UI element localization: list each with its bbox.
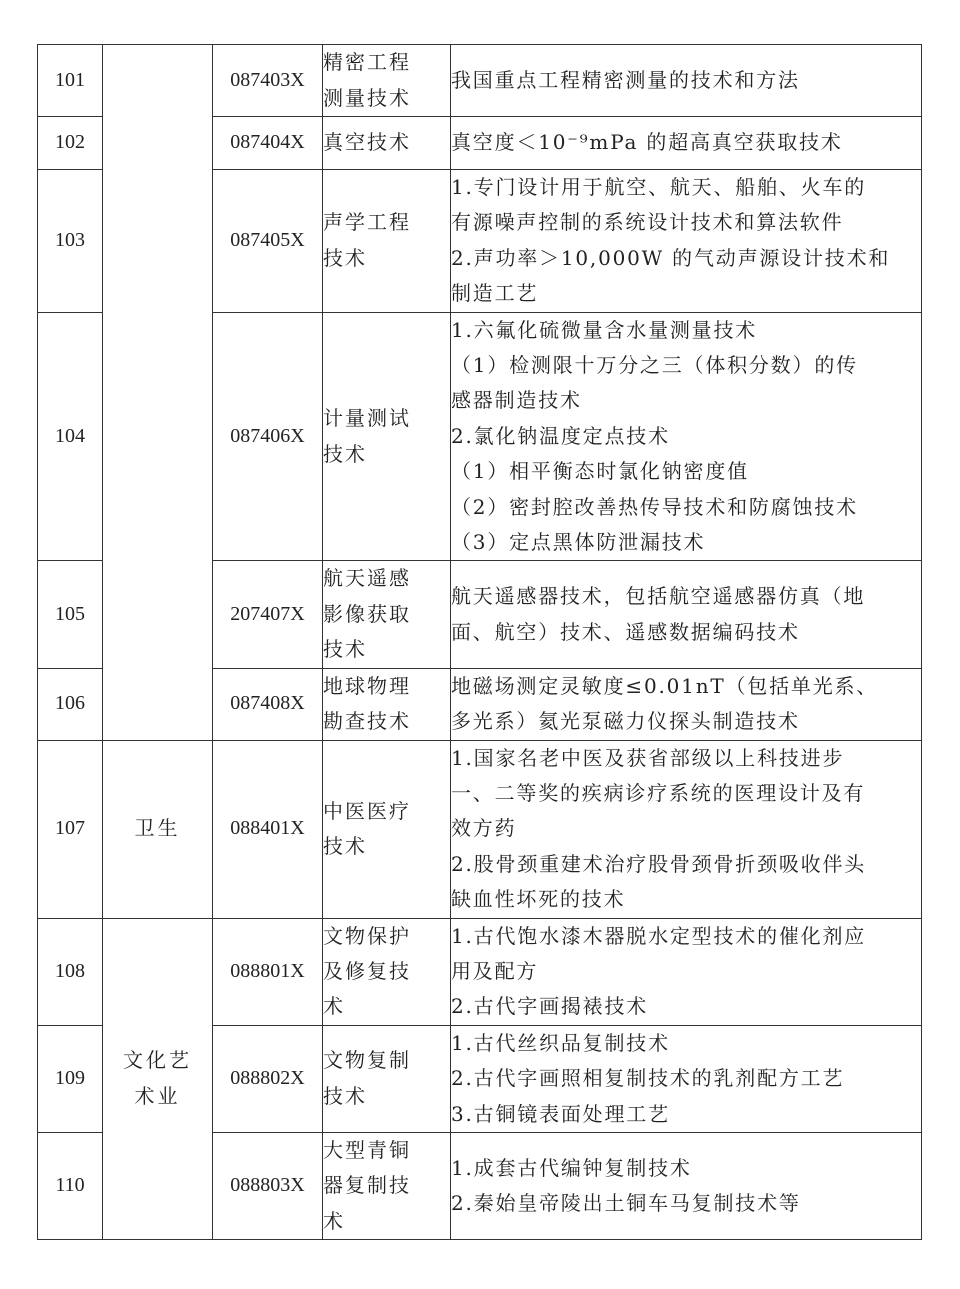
name-line: 技术 [323,637,367,662]
desc-line: 2.声功率＞10,000W 的气动声源设计技术和 [451,245,891,270]
desc-line: 感器制造技术 [451,388,582,413]
technology-name [323,1025,451,1132]
name-line: 勘查技术 [323,709,411,734]
name-line: 技术 [323,441,367,466]
name-line: 技术 [323,834,367,859]
desc-line: （1）检测限十万分之三（体积分数）的传 [451,353,858,378]
name-line: 影像获取 [323,601,411,626]
desc-line: 1.古代饱水漆木器脱水定型技术的催化剂应 [451,923,867,948]
desc-line: 2.股骨颈重建术治疗股骨颈骨折颈吸收伴头 [451,851,867,876]
technology-name [323,668,451,740]
desc-line: （3）定点黑体防泄漏技术 [451,530,706,555]
name-line: 技术 [323,1083,367,1108]
name-line: 及修复技 [323,958,411,983]
name-line: 声学工程 [323,210,411,235]
technology-description [451,45,922,117]
technology-code: 088801X [213,918,323,1025]
desc-line: 1.专门设计用于航空、航天、船舶、火车的 [451,175,867,199]
desc-line: 航天遥感器技术，包括航空遥感器仿真（地 [451,584,866,609]
desc-line: 1.国家名老中医及获省部级以上科技进步 [451,745,845,770]
technology-catalog-table [37,44,922,1240]
desc-line: 我国重点工程精密测量的技术和方法 [451,67,800,92]
row-number: 109 [38,1025,103,1132]
row-number: 110 [38,1132,103,1239]
name-line: 测量技术 [323,85,411,110]
technology-description [451,918,922,1025]
desc-line: 2.古代字画照相复制技术的乳剂配方工艺 [451,1066,845,1091]
category-cell [103,918,213,1240]
category-label: 术业 [134,1083,181,1108]
desc-line: 有源噪声控制的系统设计技术和算法软件 [451,210,844,235]
technology-name [323,170,451,313]
technology-code: 088803X [213,1132,323,1239]
technology-code: 087406X [213,312,323,561]
desc-line: 面、航空）技术、遥感数据编码技术 [451,619,800,644]
technology-code: 207407X [213,561,323,668]
table-row [38,740,922,918]
desc-line: 真空度＜10⁻⁹mPa 的超高真空获取技术 [451,130,843,155]
desc-line: 1.成套古代编钟复制技术 [451,1155,692,1180]
desc-line: 用及配方 [451,958,539,983]
technology-name [323,1132,451,1239]
table-row [38,918,922,1025]
technology-description [451,561,922,668]
desc-line: 2.秦始皇帝陵出土铜车马复制技术等 [451,1191,801,1216]
name-line: 器复制技 [323,1173,411,1198]
desc-line: 1.六氟化硫微量含水量测量技术 [451,317,758,342]
technology-description [451,170,922,313]
technology-description [451,668,922,740]
category-cell [103,740,213,918]
name-line: 技术 [323,245,367,270]
technology-code: 087404X [213,117,323,170]
name-line: 术 [323,994,345,1019]
name-line: 大型青铜 [323,1137,411,1162]
row-number: 101 [38,45,103,117]
table-body [38,45,922,1240]
technology-code: 088802X [213,1025,323,1132]
technology-name [323,561,451,668]
desc-line: 2.古代字画揭裱技术 [451,994,649,1019]
desc-line: 3.古铜镜表面处理工艺 [451,1101,670,1126]
desc-line: （2）密封腔改善热传导技术和防腐蚀技术 [451,494,858,519]
technology-name [323,312,451,561]
technology-description [451,1025,922,1132]
table-row [38,45,922,117]
row-number: 106 [38,668,103,740]
category-label: 卫生 [134,816,181,841]
row-number: 107 [38,740,103,918]
technology-name [323,740,451,918]
desc-line: 一、二等奖的疾病诊疗系统的医理设计及有 [451,780,866,805]
name-line: 术 [323,1208,345,1233]
name-line: 真空技术 [323,130,411,155]
desc-line: 2.氯化钠温度定点技术 [451,423,670,448]
technology-name [323,918,451,1025]
row-number: 102 [38,117,103,170]
name-line: 航天遥感 [323,566,411,591]
name-line: 地球物理 [323,673,411,698]
desc-line: （1）相平衡态时氯化钠密度值 [451,459,749,484]
category-label: 文化艺 [123,1048,192,1073]
name-line: 文物复制 [323,1048,411,1073]
technology-code: 087403X [213,45,323,117]
desc-line: 效方药 [451,816,517,841]
technology-description [451,740,922,918]
technology-description [451,312,922,561]
technology-description [451,1132,922,1239]
row-number: 104 [38,312,103,561]
technology-code: 087408X [213,668,323,740]
category-cell [103,45,213,741]
desc-line: 地磁场测定灵敏度≤0.01nT（包括单光系、 [451,673,879,698]
row-number: 108 [38,918,103,1025]
desc-line: 1.古代丝织品复制技术 [451,1030,670,1055]
technology-code: 087405X [213,170,323,313]
name-line: 中医医疗 [323,798,411,823]
technology-name [323,45,451,117]
technology-description [451,117,922,170]
desc-line: 制造工艺 [451,281,539,306]
technology-code: 088401X [213,740,323,918]
row-number: 103 [38,170,103,313]
desc-line: 多光系）氦光泵磁力仪探头制造技术 [451,709,800,734]
name-line: 计量测试 [323,406,411,431]
technology-name [323,117,451,170]
name-line: 文物保护 [323,923,411,948]
desc-line: 缺血性坏死的技术 [451,887,626,912]
row-number: 105 [38,561,103,668]
name-line: 精密工程 [323,50,411,75]
